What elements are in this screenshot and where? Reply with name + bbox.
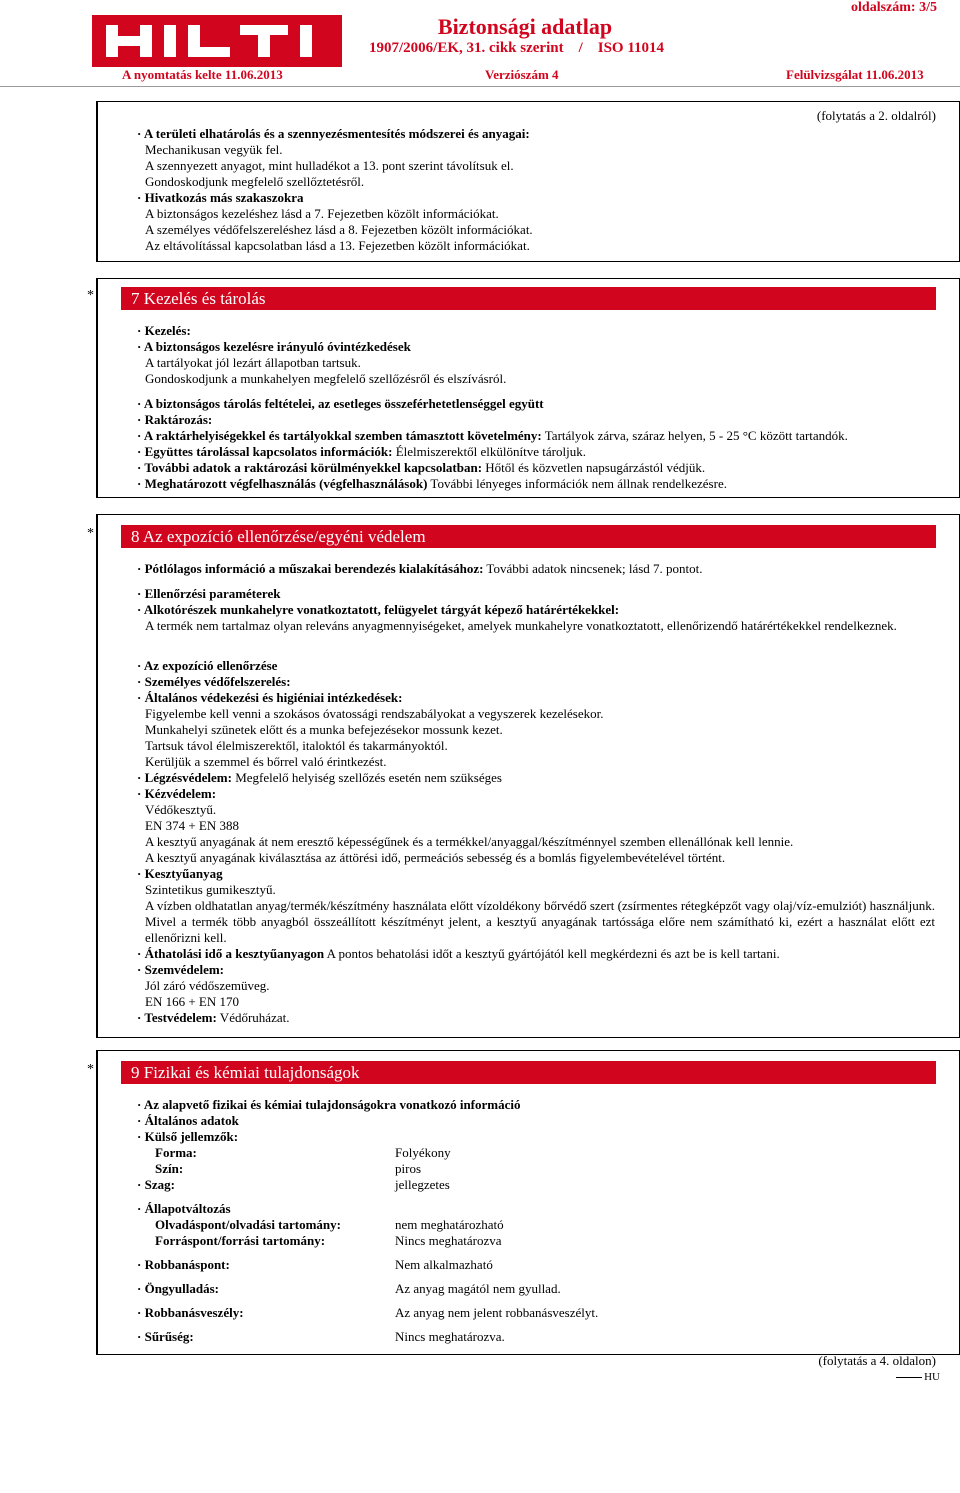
s9-property-label: Szín: (155, 1161, 184, 1176)
s8-paragraph: A termék nem tartalmaz olyan releváns anyagmennyiségeket, amelyek munkahelyre vonatkoztatott, ellenőrizendő határértékekkel rendelkeznek. (145, 618, 897, 633)
s8-line: · Ellenőrzési paraméterek (137, 586, 281, 601)
s7-line: · Együttes tárolással kapcsolatos információk: Élelmiszerektől elkülönítve tároljuk. (137, 444, 586, 459)
s7-line: · A biztonságos kezelésre irányuló óvintézkedések (137, 339, 411, 354)
s7-line: · A raktárhelyiségekkel és tartályokkal szemben támasztott követelmény: Tartályok zárva, száraz helyen, 5 - 25 °C között tartandók. (137, 428, 848, 443)
s9-property-label: Forma: (155, 1145, 197, 1160)
continued-to: (folytatás a 4. oldalon) (818, 1353, 936, 1368)
s6-line: A személyes védőfelszereléshez lásd a 8. Fejezetben közölt információkat. (145, 222, 533, 237)
s9-property-value: nem meghatározható (395, 1217, 504, 1232)
s6-line: · A területi elhatárolás és a szennyezésmentesítés módszerei és anyagai: (137, 126, 530, 141)
s8-line: Szintetikus gumikesztyű. (145, 882, 276, 897)
header-divider (0, 86, 960, 87)
s6-line: A biztonságos kezeléshez lásd a 7. Fejezetben közölt információkat. (145, 206, 499, 221)
s7-line: · A biztonságos tárolás feltételei, az esetleges összeférhetetlenséggel együtt (137, 396, 544, 411)
s8-line: · Kézvédelem: (137, 786, 217, 801)
s8-line: · Testvédelem: Védőruházat. (137, 1010, 290, 1025)
hilti-logo (92, 15, 342, 67)
s9-property-value: Nem alkalmazható (395, 1257, 493, 1272)
s8-line: Figyelembe kell venni a szokásos óvatossági rendszabályokat a vegyszerek kezelésekor. (145, 706, 604, 721)
s8-line: · Alkotórészek munkahelyre vonatkoztatott, felügyelet tárgyát képező határértékekkel: (137, 602, 620, 617)
s6-line: Az eltávolítással kapcsolatban lásd a 13. Fejezetben közölt információkat. (145, 238, 530, 253)
s9-property-label: · Szag: (137, 1177, 175, 1192)
section-7-changed-marker: * (87, 288, 94, 303)
s9-line: · Külső jellemzők: (137, 1129, 239, 1144)
s8-line: · Személyes védőfelszerelés: (137, 674, 291, 689)
s6-line: Mechanikusan vegyük fel. (145, 142, 283, 157)
s6-line: A szennyezett anyagot, mint hulladékot a 13. pont szerint távolítsuk el. (145, 158, 514, 173)
s8-paragraph: A vízben oldhatatlan anyag/termék/készítmény használata előtt vízoldékony bőrvédő szert (zsírmentes rétegképzőt vagy olaj/víz-emulziót) használjunk. Mivel a termék több anyagból összeállított készítményt jelent, a kesztyű anyagának tartóssága előre nem számítható ki, ezért a használat előtt ezt ellenőrizni kell. (145, 898, 935, 945)
section-9-changed-marker: * (87, 1062, 94, 1077)
s9-property-value: Nincs meghatározva (395, 1233, 502, 1248)
page-number: oldalszám: 3/5 (851, 0, 937, 15)
s9-property-value: piros (395, 1161, 421, 1176)
s9-line: · Állapotváltozás (137, 1201, 231, 1216)
print-date: A nyomtatás kelte 11.06.2013 (122, 67, 283, 82)
s9-line: · Az alapvető fizikai és kémiai tulajdonságokra vonatkozó információ (137, 1097, 521, 1112)
s8-line: Tartsuk távol élelmiszerektől, italoktól és takarmányoktól. (145, 738, 448, 753)
s8-line: · Kesztyűanyag (137, 866, 223, 881)
s8-line: · Áthatolási idő a kesztyűanyagon A pontos behatolási időt a kesztyű gyártójától kell megkérdezni és azt be is kell tartani. (137, 946, 780, 961)
s7-line: A tartályokat jól lezárt állapotban tartsuk. (145, 355, 361, 370)
version-number: Verziószám 4 (485, 67, 559, 82)
section-8-heading: 8 Az expozíció ellenőrzése/egyéni védelem (121, 525, 936, 548)
s8-line: A kesztyű anyagának át nem eresztő képességűnek és a termékkel/anyaggal/készítménnyel szemben ellenállónak kell lennie. (145, 834, 794, 849)
section-9-heading: 9 Fizikai és kémiai tulajdonságok (121, 1061, 936, 1084)
s9-line: · Általános adatok (137, 1113, 239, 1128)
s7-line: · Raktározás: (137, 412, 213, 427)
s7-line: · További adatok a raktározási körülményekkel kapcsolatban: Hőtől és közvetlen napsugárzástól védjük. (137, 460, 706, 475)
s9-property-value: jellegzetes (395, 1177, 450, 1192)
s9-property-value: Nincs meghatározva. (395, 1329, 505, 1344)
language-code: HU (924, 1371, 940, 1383)
s8-line: Jól záró védőszemüveg. (145, 978, 270, 993)
s7-line: Gondoskodjunk a munkahelyen megfelelő szellőzésről és elszívásról. (145, 371, 507, 386)
section-7-heading: 7 Kezelés és tárolás (121, 287, 936, 310)
s9-property-label: Olvadáspont/olvadási tartomány: (155, 1217, 341, 1232)
revision-date: Felülvizsgálat 11.06.2013 (786, 67, 924, 82)
s6-line: · Hivatkozás más szakaszokra (137, 190, 304, 205)
s7-line: · Meghatározott végfelhasználás (végfelhasználások) További lényeges információk nem állnak rendelkezésre. (137, 476, 727, 491)
s8-line: Munkahelyi szünetek előtt és a munka befejezésekor mossunk kezet. (145, 722, 503, 737)
s8-line: · Általános védekezési és higiéniai intézkedések: (137, 690, 403, 705)
s8-line: A kesztyű anyagának kiválasztása az áttörési idő, permeációs sebesség és a bomlás figyelembevételével történt. (145, 850, 726, 865)
s7-line: · Kezelés: (137, 323, 191, 338)
s8-line: · Pótlólagos információ a műszakai berendezés kialakításához: További adatok nincsenek; lásd 7. pontot. (137, 561, 703, 576)
s9-property-label: · Sűrűség: (137, 1329, 194, 1344)
s6-line: Gondoskodjunk megfelelő szellőztetésről. (145, 174, 365, 189)
section-8-changed-marker: * (87, 526, 94, 541)
s9-property-label: · Öngyulladás: (137, 1281, 219, 1296)
s8-line: · Szemvédelem: (137, 962, 224, 977)
s9-property-label: Forráspont/forrási tartomány: (155, 1233, 326, 1248)
s9-property-value: Folyékony (395, 1145, 451, 1160)
s9-property-label: · Robbanáspont: (137, 1257, 230, 1272)
s8-line: EN 374 + EN 388 (145, 818, 239, 833)
s8-line: Kerüljük a szemmel és bőrrel való érintkezést. (145, 754, 387, 769)
s8-line: · Légzésvédelem: Megfelelő helyiség szellőzés esetén nem szükséges (137, 770, 502, 785)
s9-property-label: · Robbanásveszély: (137, 1305, 244, 1320)
s8-line: · Az expozíció ellenőrzése (137, 658, 278, 673)
document-title: Biztonsági adatlap (437, 14, 613, 39)
s9-property-value: Az anyag magától nem gyullad. (395, 1281, 561, 1296)
regulation-line: 1907/2006/EK, 31. cikk szerint / ISO 11014 (369, 40, 665, 56)
continued-from: (folytatás a 2. oldalról) (816, 108, 936, 123)
s9-property-value: Az anyag nem jelent robbanásveszélyt. (395, 1305, 599, 1320)
s8-line: EN 166 + EN 170 (145, 994, 239, 1009)
s8-line: Védőkesztyű. (145, 802, 217, 817)
